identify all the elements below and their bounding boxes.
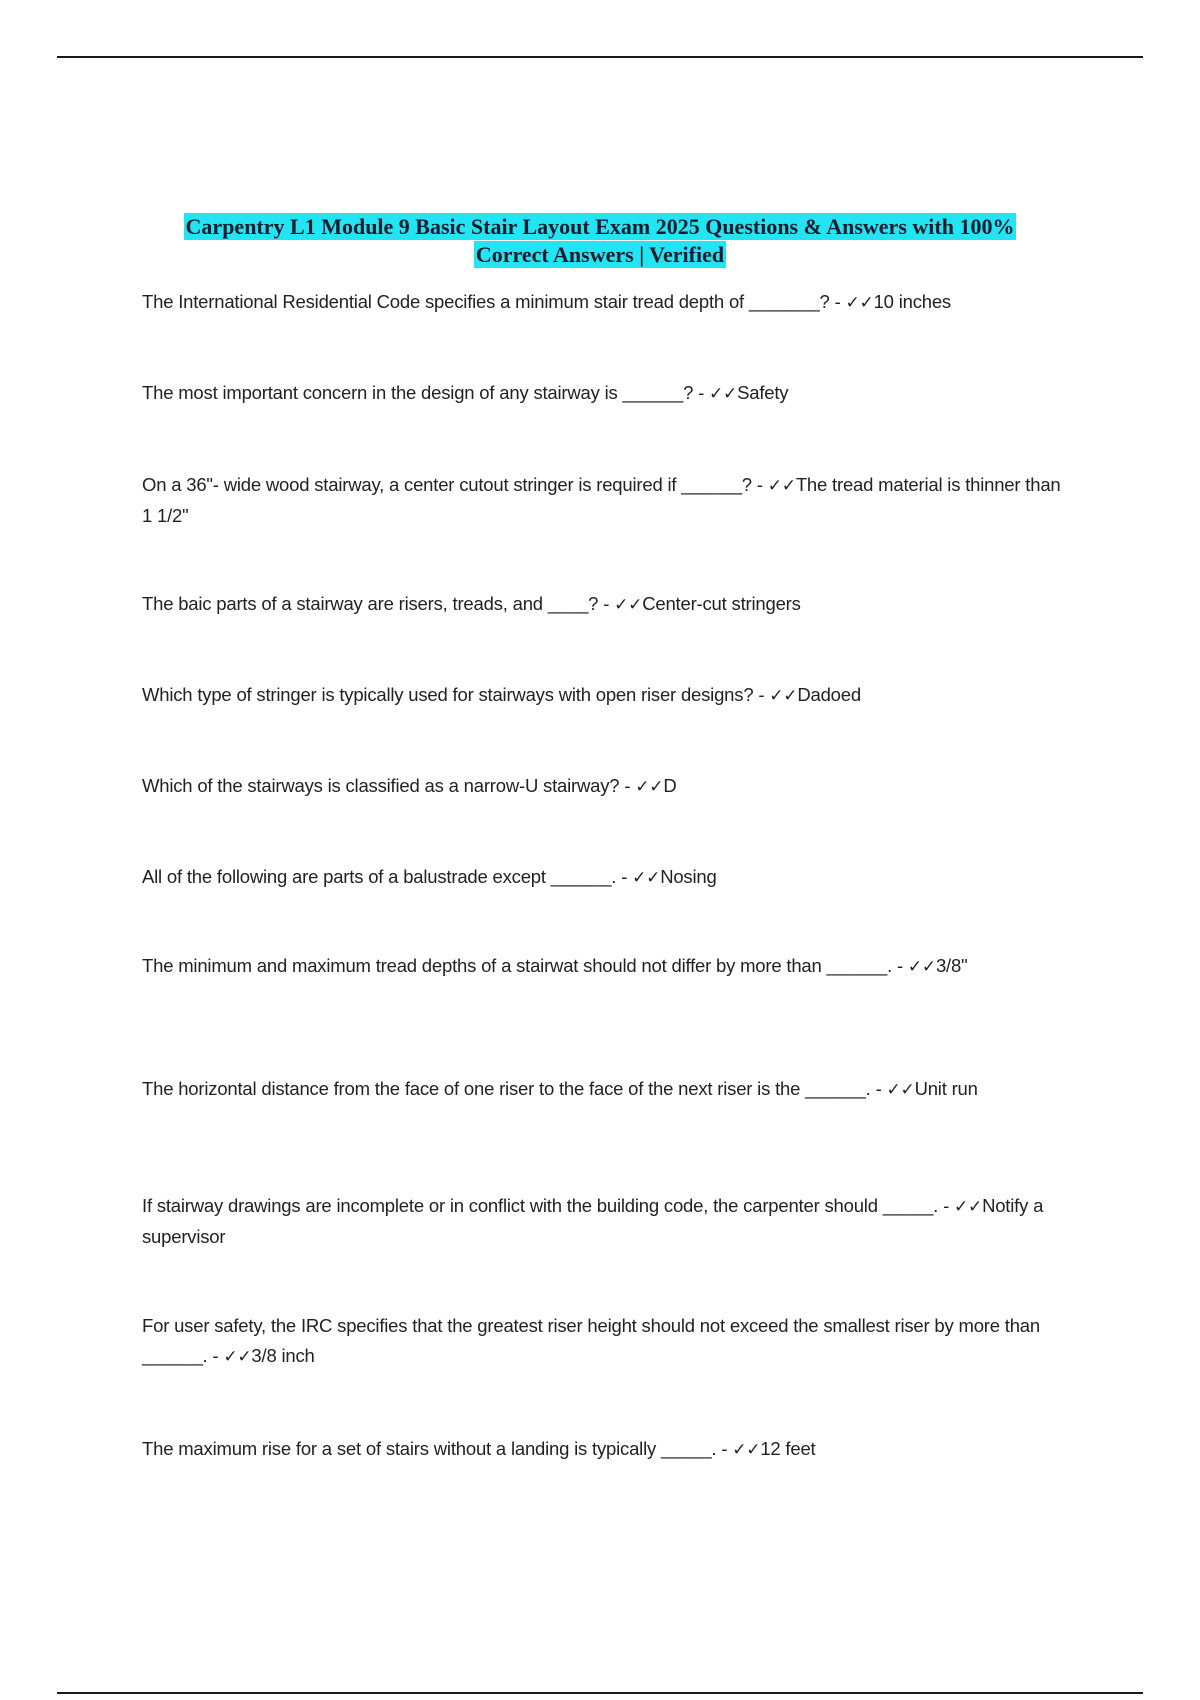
check-mark-icon: ✓✓	[767, 476, 796, 496]
check-mark-icon: ✓✓	[223, 1347, 252, 1367]
check-mark-icon: ✓✓	[845, 293, 874, 313]
question-text: If stairway drawings are incomplete or in conflict with the building code, the carpenter should _____.	[142, 1195, 939, 1216]
qa-item	[142, 470, 1062, 531]
answer-text: Unit run	[914, 1078, 978, 1099]
question-text: The maximum rise for a set of stairs without a landing is typically _____.	[142, 1438, 717, 1459]
qa-item	[142, 287, 1062, 318]
check-mark-icon: ✓✓	[953, 1197, 983, 1217]
qa-item	[142, 951, 1062, 982]
answer-text: Dadoed	[797, 684, 861, 705]
qa-item	[142, 771, 1062, 802]
question-text: All of the following are parts of a balustrade except ______.	[142, 866, 617, 887]
question-text: The horizontal distance from the face of one riser to the face of the next riser is the ______.	[142, 1078, 871, 1099]
separator: -	[892, 955, 908, 976]
check-mark-icon: ✓✓	[632, 868, 661, 888]
answer-text: Center-cut stringers	[642, 593, 801, 614]
answer-text: D	[663, 775, 677, 796]
answer-text: Safety	[737, 382, 789, 403]
check-mark-icon: ✓✓	[635, 777, 664, 797]
answer-text: 12 feet	[760, 1438, 816, 1459]
question-text: On a 36"- wide wood stairway, a center cutout stringer is required if ______?	[142, 474, 752, 495]
answer-text: 3/8 inch	[251, 1345, 315, 1366]
separator: -	[207, 1345, 224, 1366]
check-mark-icon: ✓✓	[886, 1080, 915, 1100]
separator: -	[751, 474, 768, 495]
header-rule	[57, 56, 1143, 58]
separator: -	[753, 684, 770, 705]
check-mark-icon: ✓✓	[709, 384, 738, 404]
document-title	[130, 213, 1070, 269]
qa-item	[142, 862, 1062, 893]
separator: -	[616, 866, 633, 887]
question-text: For user safety, the IRC specifies that the greatest riser height should not exceed the smallest riser by more than ______.	[142, 1315, 1040, 1366]
qa-item	[142, 1311, 1062, 1372]
answer-text: Nosing	[660, 866, 717, 887]
qa-item	[142, 378, 1062, 409]
separator: -	[870, 1078, 887, 1099]
qa-item	[142, 680, 1062, 711]
qa-item	[142, 1191, 1062, 1252]
separator: -	[619, 775, 636, 796]
question-text: The most important concern in the design of any stairway is ______?	[142, 382, 694, 403]
qa-item	[142, 1434, 1062, 1465]
answer-text: 10 inches	[873, 291, 951, 312]
question-text: The baic parts of a stairway are risers, treads, and ____?	[142, 593, 599, 614]
question-text: Which type of stringer is typically used for stairways with open riser designs?	[142, 684, 754, 705]
check-mark-icon: ✓✓	[769, 686, 798, 706]
answer-text: The tread material is thinner than 1 1/2"	[142, 474, 1061, 526]
separator: -	[716, 1438, 733, 1459]
check-mark-icon: ✓✓	[614, 595, 643, 615]
title-line-2: Correct Answers | Verified	[475, 242, 725, 267]
check-mark-icon: ✓✓	[907, 957, 936, 977]
question-text: The minimum and maximum tread depths of a stairwat should not differ by more than ______.	[142, 955, 893, 976]
question-text: Which of the stairways is classified as a narrow-U stairway?	[142, 775, 620, 796]
separator: -	[829, 291, 846, 312]
qa-item	[142, 1074, 1062, 1105]
qa-item	[142, 589, 1062, 620]
title-line-1: Carpentry L1 Module 9 Basic Stair Layout Exam 2025 Questions & Answers with 100%	[185, 214, 1015, 239]
footer-rule	[57, 1692, 1143, 1694]
question-text: The International Residential Code specifies a minimum stair tread depth of _______?	[142, 291, 830, 312]
separator: -	[598, 593, 615, 614]
answer-text: Notify a supervisor	[142, 1195, 1044, 1247]
separator: -	[938, 1195, 954, 1216]
separator: -	[693, 382, 710, 403]
check-mark-icon: ✓✓	[732, 1440, 761, 1460]
answer-text: 3/8"	[935, 955, 968, 976]
